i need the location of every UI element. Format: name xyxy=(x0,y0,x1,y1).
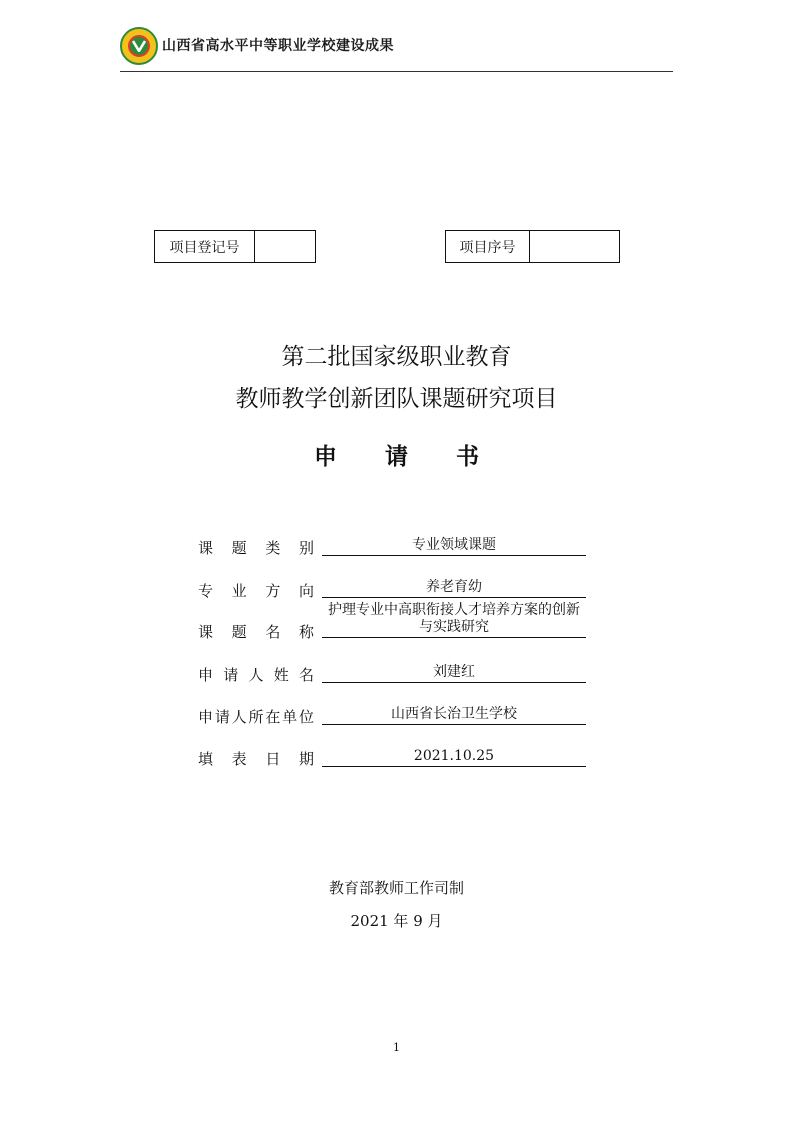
label-char: 期 xyxy=(298,750,314,768)
label-char: 单 xyxy=(282,708,298,726)
label-char: 名 xyxy=(265,623,281,641)
label-char: 课 xyxy=(198,539,214,557)
sequence-number-label: 项目序号 xyxy=(446,231,530,262)
field-value-direction[interactable]: 养老育幼 xyxy=(322,578,586,598)
label-char: 题 xyxy=(231,623,247,641)
label-char: 类 xyxy=(265,539,281,557)
label-char: 人 xyxy=(248,666,264,684)
label-char: 在 xyxy=(265,708,281,726)
field-label-date xyxy=(198,748,314,769)
field-label-topic xyxy=(198,621,314,642)
school-logo-icon xyxy=(120,27,158,65)
field-label-category xyxy=(198,537,314,558)
label-char: 课 xyxy=(198,623,214,641)
document-subtitle: 申请书 xyxy=(314,444,527,470)
label-char: 申 xyxy=(198,708,214,726)
header-title: 山西省高水平中等职业学校建设成果 xyxy=(162,38,394,54)
issue-date-text: 2021 年 9 月 xyxy=(350,912,443,930)
field-label-direction xyxy=(198,580,314,601)
registration-number-label: 项目登记号 xyxy=(155,231,255,262)
field-value-topic[interactable]: 护理专业中高职衔接人才培养方案的创新与实践研究 xyxy=(322,602,586,638)
field-value-applicant[interactable]: 刘建红 xyxy=(322,663,586,683)
field-label-applicant xyxy=(198,664,314,685)
issuer-text: 教育部教师工作司制 xyxy=(328,879,464,897)
label-char: 位 xyxy=(298,708,314,726)
label-char: 方 xyxy=(265,582,281,600)
page-number: 1 xyxy=(393,1041,400,1054)
header-divider xyxy=(120,71,673,72)
label-char: 专 xyxy=(198,582,214,600)
label-char: 人 xyxy=(231,708,247,726)
label-char: 向 xyxy=(298,582,314,600)
label-char: 填 xyxy=(198,750,214,768)
label-char: 业 xyxy=(231,582,247,600)
sequence-number-field[interactable] xyxy=(530,231,619,262)
label-char: 表 xyxy=(231,750,247,768)
field-value-unit[interactable]: 山西省长治卫生学校 xyxy=(322,705,586,725)
document-title-line1: 第二批国家级职业教育 xyxy=(281,344,512,370)
label-char: 请 xyxy=(214,708,230,726)
label-char: 申 xyxy=(198,666,214,684)
label-char: 请 xyxy=(223,666,239,684)
label-char: 名 xyxy=(298,666,314,684)
label-char: 别 xyxy=(298,539,314,557)
registration-number-field[interactable] xyxy=(255,231,315,262)
label-char: 姓 xyxy=(273,666,289,684)
field-value-category[interactable]: 专业领域课题 xyxy=(322,536,586,556)
field-label-unit xyxy=(198,706,314,727)
document-title-line2: 教师教学创新团队课题研究项目 xyxy=(235,386,558,412)
label-char: 所 xyxy=(248,708,264,726)
label-char: 称 xyxy=(298,623,314,641)
label-char: 日 xyxy=(265,750,281,768)
project-registration-box xyxy=(154,230,316,263)
project-sequence-box xyxy=(445,230,620,263)
field-value-date[interactable]: 2021.10.25 xyxy=(322,747,586,767)
label-char: 题 xyxy=(231,539,247,557)
